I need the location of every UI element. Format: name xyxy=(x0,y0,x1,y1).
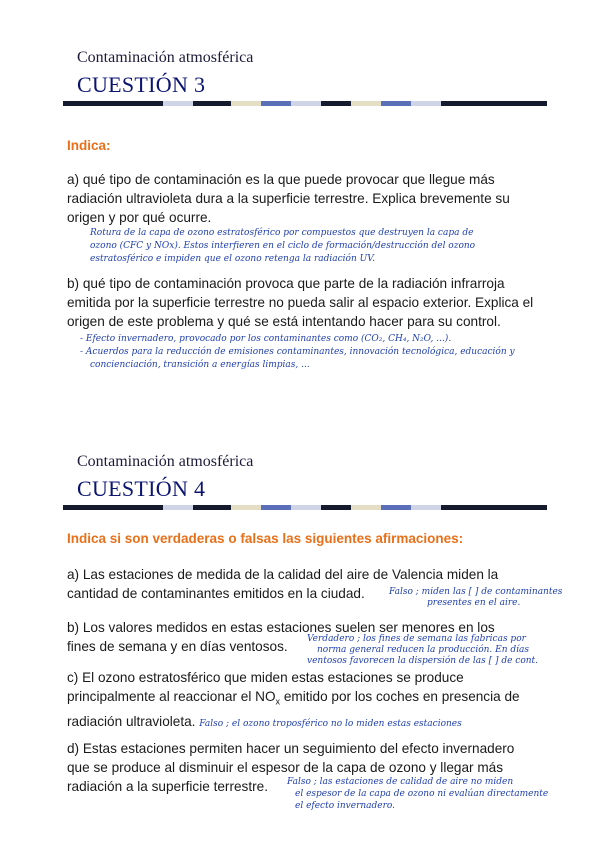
question-4c-line-3-text: radiación ultravioleta. xyxy=(67,713,196,729)
question-4c-line-2-post: emitido por los coches en presencia de xyxy=(280,689,520,704)
answer-4a xyxy=(389,587,589,609)
question-4c-line: c) El ozono estratosférico que miden estas estaciones se produce xyxy=(67,670,464,685)
question-4d-line: radiación a la superficie terrestre. xyxy=(67,779,268,794)
section3-subtitle: Contaminación atmosférica xyxy=(77,49,254,66)
answer-4d xyxy=(287,776,587,812)
section3-decorative-bar xyxy=(63,101,547,106)
answer-4a-line: Falso ; miden las [ ] de contaminantes xyxy=(389,587,563,597)
answer-3b xyxy=(80,333,550,372)
question-4c-line-3 xyxy=(67,712,547,734)
section4-title: CUESTIÓN 4 xyxy=(77,476,206,501)
answer-3a-line: Rotura de la capa de ozono estratosférico por compuestos que destruyen la capa de xyxy=(90,228,474,238)
answer-4d-line: el espesor de la capa de ozono ni evalúan directamente xyxy=(295,789,549,799)
answer-3b-line: - Acuerdos para la reducción de emisiones contaminantes, innovación tecnológica, educación y xyxy=(80,347,515,357)
answer-4a-line: presentes en el aire. xyxy=(427,598,521,608)
question-4a-line: a) Las estaciones de medida de la calidad del aire de Valencia miden la xyxy=(67,567,499,582)
question-4b-line: fines de semana y en días ventosos. xyxy=(67,639,288,654)
answer-4c: Falso ; el ozono troposférico no lo miden estas estaciones xyxy=(199,718,462,729)
question-4b-line: b) Los valores medidos en estas estaciones suelen ser menores en los xyxy=(67,620,495,635)
answer-4b xyxy=(307,634,597,667)
answer-4b-line: Verdadero ; los fines de semana las fabricas por xyxy=(307,634,526,644)
answer-3a-line: ozono (CFC y NOx). Estos interfieren en el ciclo de formación/destrucción del ozono xyxy=(90,241,476,251)
question-3a: a) qué tipo de contaminación es la que puede provocar que llegue más radiación ultravioleta dura a la superficie terrestre. Explica brevemente su origen y por qué ocurre. xyxy=(67,172,510,225)
question-4c-line-2-pre: principalmente al reaccionar el NO xyxy=(67,689,276,704)
section3-heading: Indica: xyxy=(67,138,111,153)
answer-3b-line: concienciación, transición a energías limpias, ... xyxy=(90,360,310,370)
question-3b: b) qué tipo de contaminación provoca que parte de la radiación infrarroja emitida por la superficie terrestre no pueda salir al espacio exterior. Explica el origen de este problema y qué se está intentando hacer para su control. xyxy=(67,276,534,329)
section3-title: CUESTIÓN 3 xyxy=(77,72,206,97)
question-4c-subscript: x xyxy=(275,696,281,707)
section4-decorative-bar xyxy=(63,505,547,510)
section4-subtitle: Contaminación atmosférica xyxy=(77,453,254,470)
answer-4b-line: ventosos favorecen la dispersión de las [ ] de cont. xyxy=(307,656,539,666)
answer-3b-line: - Efecto invernadero, provocado por los contaminantes como (CO₂, CH₄, N₂O, ...). xyxy=(80,334,452,344)
answer-4d-line: Falso ; las estaciones de calidad de aire no miden xyxy=(287,777,514,787)
answer-4d-line: el efecto invernadero. xyxy=(295,801,396,811)
question-4c xyxy=(67,668,547,734)
answer-4b-line: norma general reducen la producción. En días xyxy=(317,645,529,655)
section4-heading: Indica si son verdaderas o falsas las siguientes afirmaciones: xyxy=(67,531,464,546)
answer-3a xyxy=(90,227,550,266)
question-4d-line: que se produce al disminuir el espesor de la capa de ozono y llegar más xyxy=(67,760,504,775)
question-4d-line: d) Estas estaciones permiten hacer un seguimiento del efecto invernadero xyxy=(67,741,515,756)
question-4a-line: cantidad de contaminantes emitidos en la ciudad. xyxy=(67,586,365,601)
answer-3a-line: estratosférico e impiden que el ozono retenga la radiación UV. xyxy=(90,254,375,264)
question-4c-line-2 xyxy=(67,687,547,712)
